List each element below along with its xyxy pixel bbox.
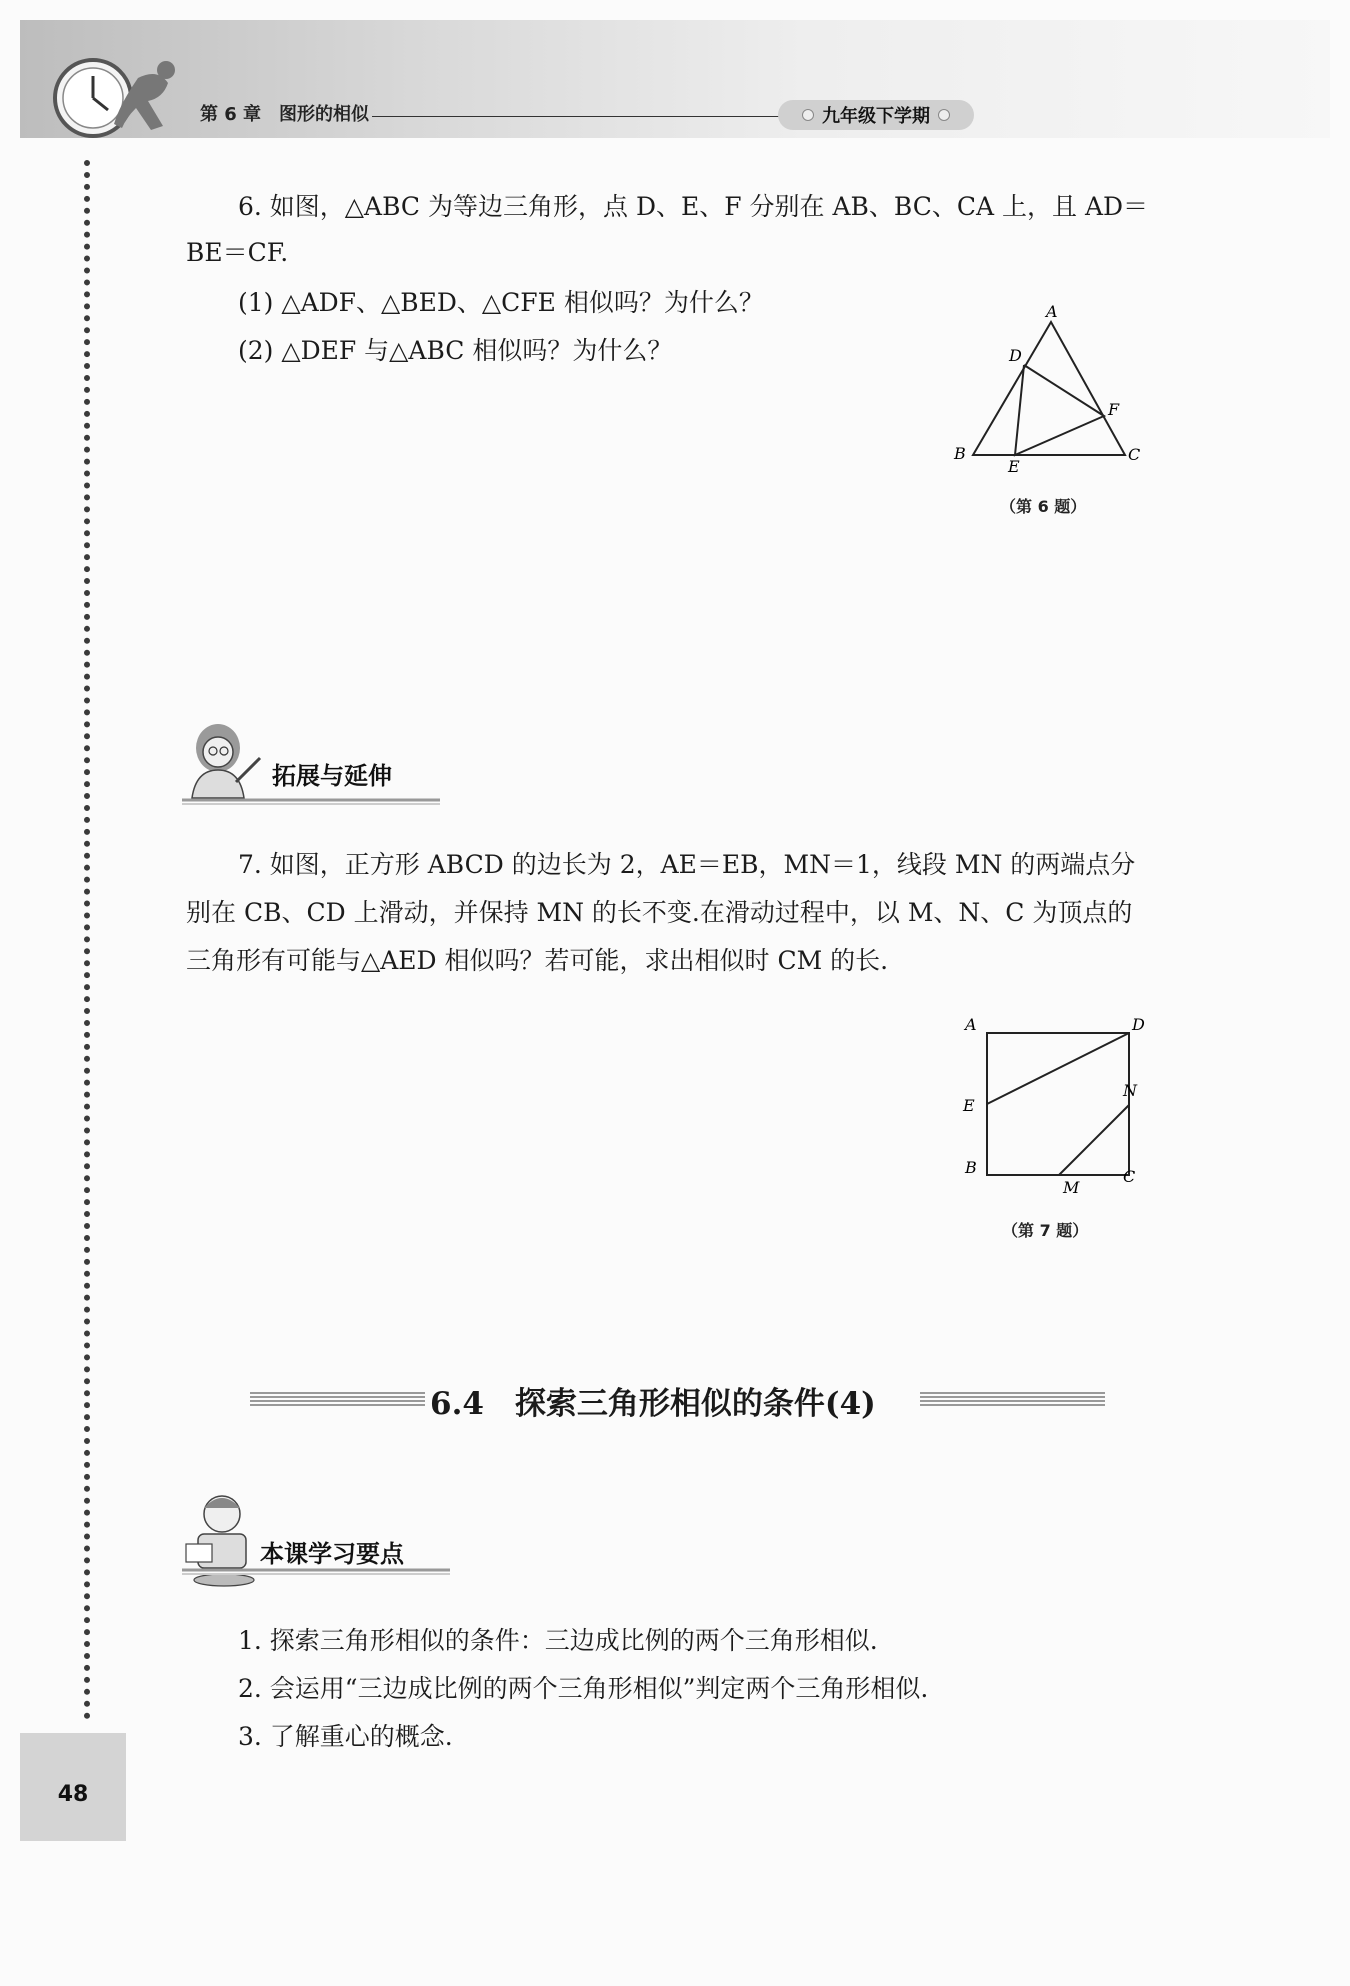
margin-dotted-rule [84,160,90,1720]
section-title: 6.4 探索三角形相似的条件(4) [430,1386,876,1422]
label-E: E [1008,457,1020,476]
label-C: C [1123,1167,1136,1186]
pill-dot-left-icon [802,109,814,121]
figure-triangle-abc [945,295,1155,485]
label-B: B [965,1158,977,1177]
label-E: E [963,1096,975,1115]
grade-label: 九年级下学期 [822,106,930,127]
problem6-line2: BE＝CF. [186,238,289,267]
figure7-caption: （第 7 题） [1002,1221,1089,1240]
section-stripe-right [920,1392,1105,1406]
chapter-title: 第 6 章 图形的相似 [200,104,370,125]
keypoint-item-3: 3. 了解重心的概念. [238,1722,453,1751]
problem6-question2: (2) △DEF 与△ABC 相似吗？为什么？ [238,336,673,365]
keypoint-item-2: 2. 会运用“三边成比例的两个三角形相似”判定两个三角形相似. [238,1674,929,1703]
section-stripe-left [250,1392,425,1406]
label-D: D [1132,1015,1145,1034]
problem6-question1: (1) △ADF、△BED、△CFE 相似吗？为什么？ [238,288,764,317]
grade-badge [778,100,974,130]
label-A: A [1046,302,1058,321]
header-rule [372,116,782,117]
label-F: F [1108,400,1120,419]
label-B: B [954,444,966,463]
page-number: 48 [57,1782,89,1807]
clock-runner-logo-icon [48,48,198,144]
label-N: N [1123,1081,1137,1100]
problem7-line3: 三角形有可能与△AED 相似吗？若可能，求出相似时 CM 的长. [186,946,889,975]
problem7-line1: 7. 如图，正方形 ABCD 的边长为 2，AE＝EB，MN＝1，线段 MN 的两端点分 [238,850,1136,879]
keypoints-section-title: 本课学习要点 [260,1540,404,1568]
label-M: M [1063,1178,1080,1197]
problem7-line2: 别在 CB、CD 上滑动，并保持 MN 的长不变.在滑动过程中，以 M、N、C 为顶点的 [186,898,1133,927]
label-D: D [1009,346,1022,365]
keypoint-item-1: 1. 探索三角形相似的条件：三边成比例的两个三角形相似. [238,1626,878,1655]
pill-dot-right-icon [938,109,950,121]
extension-section-title: 拓展与延伸 [272,762,392,790]
figure-square-abcd [955,1008,1155,1198]
problem6-line1: 6. 如图，△ABC 为等边三角形，点 D、E、F 分别在 AB、BC、CA 上，且 AD＝ [238,192,1149,221]
figure6-caption: （第 6 题） [1000,497,1087,516]
label-C: C [1128,445,1141,464]
label-A: A [965,1015,977,1034]
